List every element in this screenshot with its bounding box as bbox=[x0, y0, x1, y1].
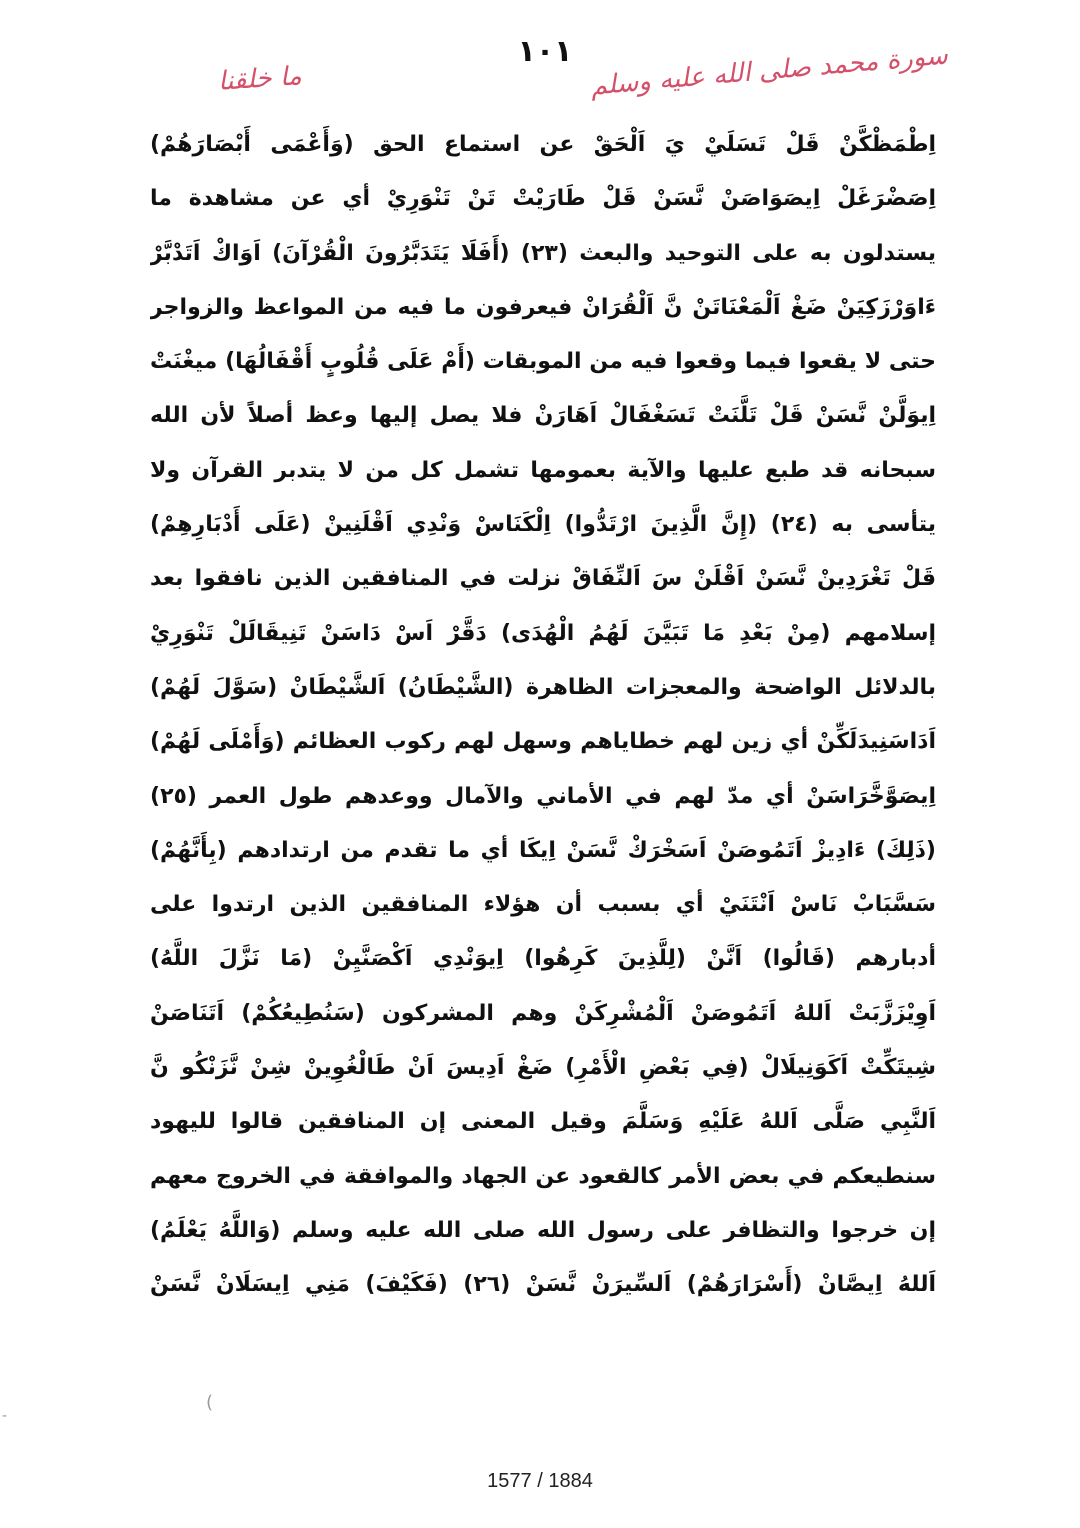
text-line: قَلْ تَغْرَدِينْ نَّسَنْ اَقْلَنْ سَ اَلنِّفَاقْ نزلت في المنافقين الذين نافقوا بعد bbox=[150, 566, 936, 592]
text-line: شِيتَكِّتْ اَكَوَنِيلَالْ (فِي بَعْضِ الْأَمْرِ) ضَغْ اَدِيسَ اَنْ طَالْغُوِينْ شِنْ نَّزَنْكُو نَّ bbox=[150, 1055, 936, 1081]
text-line: اَللهُ اِيصَّانْ (أَسْرَارَهُمْ) اَلسِّيرَنْ نَّسَنْ (٢٦) (فَكَيْفَ) مَنِي اِيسَلَانْ نَّسَنْ bbox=[150, 1272, 936, 1298]
text-line: اِيصَوَّخَّرَاسَنْ أي مدّ لهم في الأماني والآمال ووعدهم طول العمر (٢٥) bbox=[150, 783, 936, 809]
text-line: ءَاوَرْزَكِيَنْ ضَغْ اَلْمَعْنَاتَنْ نَّ اَلْقُرَانْ فيعرفون ما فيه من المواعظ والزواجر bbox=[150, 294, 936, 320]
text-line: يستدلون به على التوحيد والبعث (٢٣) (أَفَلَا يَتَدَبَّرُونَ الْقُرْآنَ) اَوَاكْ اَتَدْبَّرْ bbox=[150, 240, 936, 266]
text-line: اِطْمَظْكَّنْ قَلْ تَسَلَيْ يَ اَلْحَقْ عن استماع الحق (وَأَعْمَى أَبْصَارَهُمْ) bbox=[150, 132, 936, 157]
text-line: اِيوَلَّنْ نَّسَنْ قَلْ تَلَّنَتْ تَسَغْفَالْ اَهَارَنْ فلا يصل إليها وعظ أصلاً لأن الله bbox=[150, 403, 936, 429]
text-line: أدبارهم (قَالُوا) اَنَّنْ (لِلَّذِينَ كَرِهُوا) اِيوَنْدِي اَكْصَنَّيِنْ (مَا نَزَّلَ اللَّهُ) bbox=[150, 946, 936, 972]
text-line: حتى لا يقعوا فيما وقعوا فيه من الموبقات (أَمْ عَلَى قُلُوبٍ أَقْفَالُهَا) ميغْنَتْ bbox=[150, 349, 936, 375]
handwritten-note-right: سورة محمد صلى الله عليه وسلم bbox=[589, 40, 949, 102]
text-line: بالدلائل الواضحة والمعجزات الظاهرة (الشَّيْطَانُ) اَلشَّيْطَانْ (سَوَّلَ لَهُمْ) bbox=[150, 674, 936, 700]
text-line: سَسَّبَابْ نَاسْ اَنْتَنَيْ أي بسبب أن هؤلاء المنافقين الذين ارتدوا على bbox=[150, 892, 936, 918]
text-line: اِصَضْرَغَلْ اِيصَوَاصَنْ نَّسَنْ قَلْ طَارَيْتْ تَنْ تَنْوَرِيْ أي عن مشاهدة ما bbox=[150, 186, 936, 212]
text-line: سنطيعكم في بعض الأمر كالقعود عن الجهاد والموافقة في الخروج معهم bbox=[150, 1163, 936, 1189]
scan-artifact-mark: ( bbox=[206, 1392, 214, 1413]
text-line: سبحانه قد طبع عليها والآية بعمومها تشمل كل من لا يتدبر القرآن ولا bbox=[150, 457, 936, 483]
page-counter: 1577 / 1884 bbox=[487, 1470, 593, 1492]
body-text bbox=[150, 118, 936, 1313]
text-line: يتأسى به (٢٤) (إِنَّ الَّذِينَ ارْتَدُّوا) اِلْكَنَاسْ وَنْدِي اَقْلَنِينْ (عَلَى أَدْبَارِهِمْ) bbox=[150, 512, 936, 538]
text-line: إن خرجوا والتظافر على رسول الله صلى الله عليه وسلم (وَاللَّهُ يَعْلَمُ) bbox=[150, 1217, 936, 1243]
text-line: اَدَاسَنِيدَلَكِّنْ أي زين لهم خطاياهم وسهل لهم ركوب العظائم (وَأَمْلَى لَهُمْ) bbox=[150, 729, 936, 755]
text-line: (ذَلِكَ) ءَادِيزْ اَتَمُوصَنْ اَسَخْرَكْ نَّسَنْ اِيكَا أي ما تقدم من ارتدادهم (بِأَنَّهُمْ) bbox=[150, 837, 936, 863]
text-line: اَلنَّبِي صَلَّى اَللهُ عَلَيْهِ وَسَلَّمَ وقيل المعنى إن المنافقين قالوا لليهود bbox=[150, 1109, 936, 1135]
handwritten-note-left: ما خلقنا bbox=[217, 61, 303, 97]
scan-artifact-mark: - bbox=[2, 1408, 8, 1424]
text-line: اَوِيْزَزَّبَتْ اَللهُ اَتَمُوصَنْ اَلْمُشْرِكَنْ وهم المشركون (سَنُطِيعُكُمْ) اَتَنَاصَنْ bbox=[150, 1000, 936, 1026]
text-line: إسلامهم (مِنْ بَعْدِ مَا تَبَيَّنَ لَهُمُ الْهُدَى) دَقَّرْ اَسْ دَاسَنْ تَنِيقَالَلْ تَنْوَرِيْ bbox=[150, 620, 936, 646]
page-number: ١٠١ bbox=[517, 34, 573, 69]
